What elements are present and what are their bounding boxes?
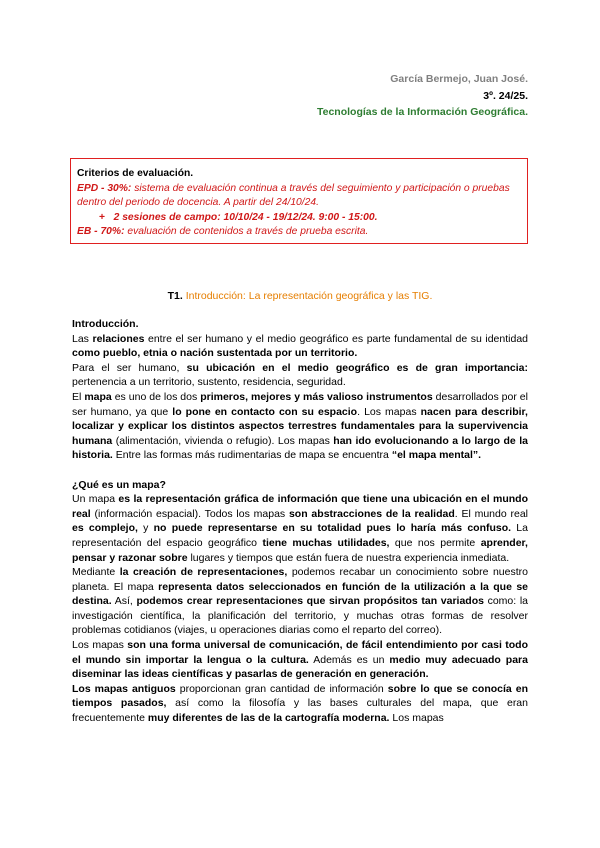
paragraph	[72, 361, 528, 390]
bold-text-run: la creación de representaciones,	[119, 566, 288, 579]
bold-text-run: mapa	[84, 390, 112, 403]
bold-text-run: medio muy adecuado para diseminar las ideas científicas y pasarlas de generación en generación.	[72, 653, 528, 681]
text-run: que nos permite	[389, 536, 481, 549]
bold-text-run: su ubicación en el medio geográfico es de gran importancia:	[186, 361, 528, 374]
bullet-plus: +	[99, 211, 106, 223]
text-run: entre el ser humano y el medio geográfico es parte fundamental de su identidad	[144, 332, 528, 345]
subject-title: Tecnologías de la Información Geográfica.	[316, 106, 528, 118]
bold-text-run: representa datos seleccionados en función de la utilización a la que se destina.	[72, 580, 529, 608]
bold-text-run: son abstracciones de la realidad	[288, 507, 455, 520]
text-run: . El mundo real	[454, 507, 528, 520]
text-run: La representación del espacio geográfico	[72, 522, 528, 549]
bold-text-run: aprender, pensar y razonar sobre	[72, 536, 528, 564]
text-run: lugares y tiempos que están fuera de nuestra experiencia inmediata.	[187, 551, 510, 564]
bold-text-run: tiene muchas utilidades,	[262, 536, 390, 549]
evaluation-criteria-box	[70, 158, 528, 244]
text-run: Las	[72, 332, 93, 345]
bold-text-run: relaciones	[92, 332, 145, 345]
epd-text: sistema de evaluación continua a través del seguimiento y participación o pruebas dentro del periodo de docencia. A partir del 24/10/24.	[77, 182, 510, 208]
field-sessions-text: 2 sesiones de campo: 10/10/24 - 19/12/24. 9:00 - 15:00.	[113, 211, 378, 223]
bold-text-run: es la representación gráfica de información que tiene una ubicación en el mundo real	[72, 493, 528, 520]
bold-text-run: es complejo,	[72, 522, 138, 535]
text-run: (información espacial). Todos los mapas	[90, 507, 289, 520]
bold-text-run: sobre lo que se conocía en tiempos pasados,	[72, 682, 529, 710]
topic-number: T1.	[167, 290, 183, 302]
text-run: Entre las formas más rudimentarias de mapa se encuentra	[112, 449, 392, 462]
author-name: García Bermejo, Juan José.	[390, 73, 528, 85]
bold-text-run: como pueblo, etnia o nación sustentada por un territorio.	[72, 347, 358, 360]
bold-text-run: nacen para describir, localizar y explicar los distintos aspectos terrestres fundamentales para la supervivencia humana	[72, 405, 528, 447]
epd-criterion	[77, 182, 521, 211]
bold-text-run: primeros, mejores y más valioso instrumentos	[200, 390, 433, 403]
text-run: Los mapas	[389, 712, 444, 725]
text-run: Además es un	[308, 653, 390, 666]
bold-text-run: lo pone en contacto con su espacio	[172, 405, 358, 418]
text-run: proporcionan gran cantidad de información	[175, 682, 388, 695]
bold-text-run: muy diferentes de las de la cartografía moderna.	[147, 712, 390, 725]
bold-text-run: “el mapa mental”.	[391, 449, 482, 462]
text-run: . Los mapas	[357, 405, 421, 418]
map-heading: ¿Qué es un mapa?	[72, 478, 166, 491]
text-run: Mediante	[72, 566, 120, 579]
eb-criterion	[77, 225, 521, 240]
bold-text-run: son una forma universal de comunicación, de fácil entendimiento por casi todo el mundo sin importar la lengua o la cultura.	[72, 639, 529, 666]
bold-text-run: Los mapas antiguos	[72, 682, 176, 695]
eb-text: evaluación de contenidos a través de prueba escrita.	[124, 226, 369, 237]
text-run: Para el ser humano,	[72, 361, 187, 374]
text-run: desarrollados por el ser humano, ya que	[72, 390, 528, 418]
paragraph	[72, 332, 528, 361]
intro-heading: Introducción.	[72, 318, 139, 330]
text-run: El	[72, 390, 85, 403]
text-run: Los mapas	[72, 639, 128, 652]
text-run: Así,	[111, 595, 137, 608]
text-run: es uno de los dos	[111, 390, 201, 403]
bold-text-run: han ido evolucionando a lo largo de la historia.	[72, 434, 528, 462]
topic-heading	[0, 290, 600, 302]
bold-text-run: no puede representarse en su totalidad pues lo haría más confuso.	[153, 522, 512, 535]
paragraph	[72, 565, 528, 638]
text-run: Un mapa	[72, 493, 119, 506]
text-run: y	[137, 522, 154, 535]
epd-label: EPD - 30%:	[77, 182, 132, 194]
eb-label: EB - 70%:	[77, 226, 125, 237]
course-year: 3º. 24/25.	[483, 90, 528, 102]
topic-title: Introducción: La representación geográfica y las TIG.	[185, 290, 433, 302]
paragraph	[72, 638, 528, 682]
paragraph	[72, 492, 528, 565]
field-sessions-item	[77, 211, 521, 226]
paragraph	[72, 682, 528, 726]
text-run: podemos recabar un conocimiento sobre nuestro planeta. El mapa	[72, 566, 528, 593]
bold-text-run: podemos crear representaciones que sirvan propósitos tan variados	[136, 595, 484, 608]
text-run: pertenencia a un territorio, sustento, residencia, seguridad.	[72, 376, 346, 389]
text-run: como: la investigación científica, la planificación del territorio, y muchas otras formas de resolver problemas cotidianos (viajes, u operaciones diarias como el reparto del correo).	[72, 595, 528, 637]
text-run: así como la filosofía y las bases culturales del mapa, que eran frecuentemente	[72, 697, 528, 725]
criteria-title: Criterios de evaluación.	[77, 168, 194, 179]
document-body	[72, 317, 528, 726]
text-run: (alimentación, vivienda o refugio). Los mapas	[112, 434, 334, 447]
paragraph	[72, 390, 528, 463]
